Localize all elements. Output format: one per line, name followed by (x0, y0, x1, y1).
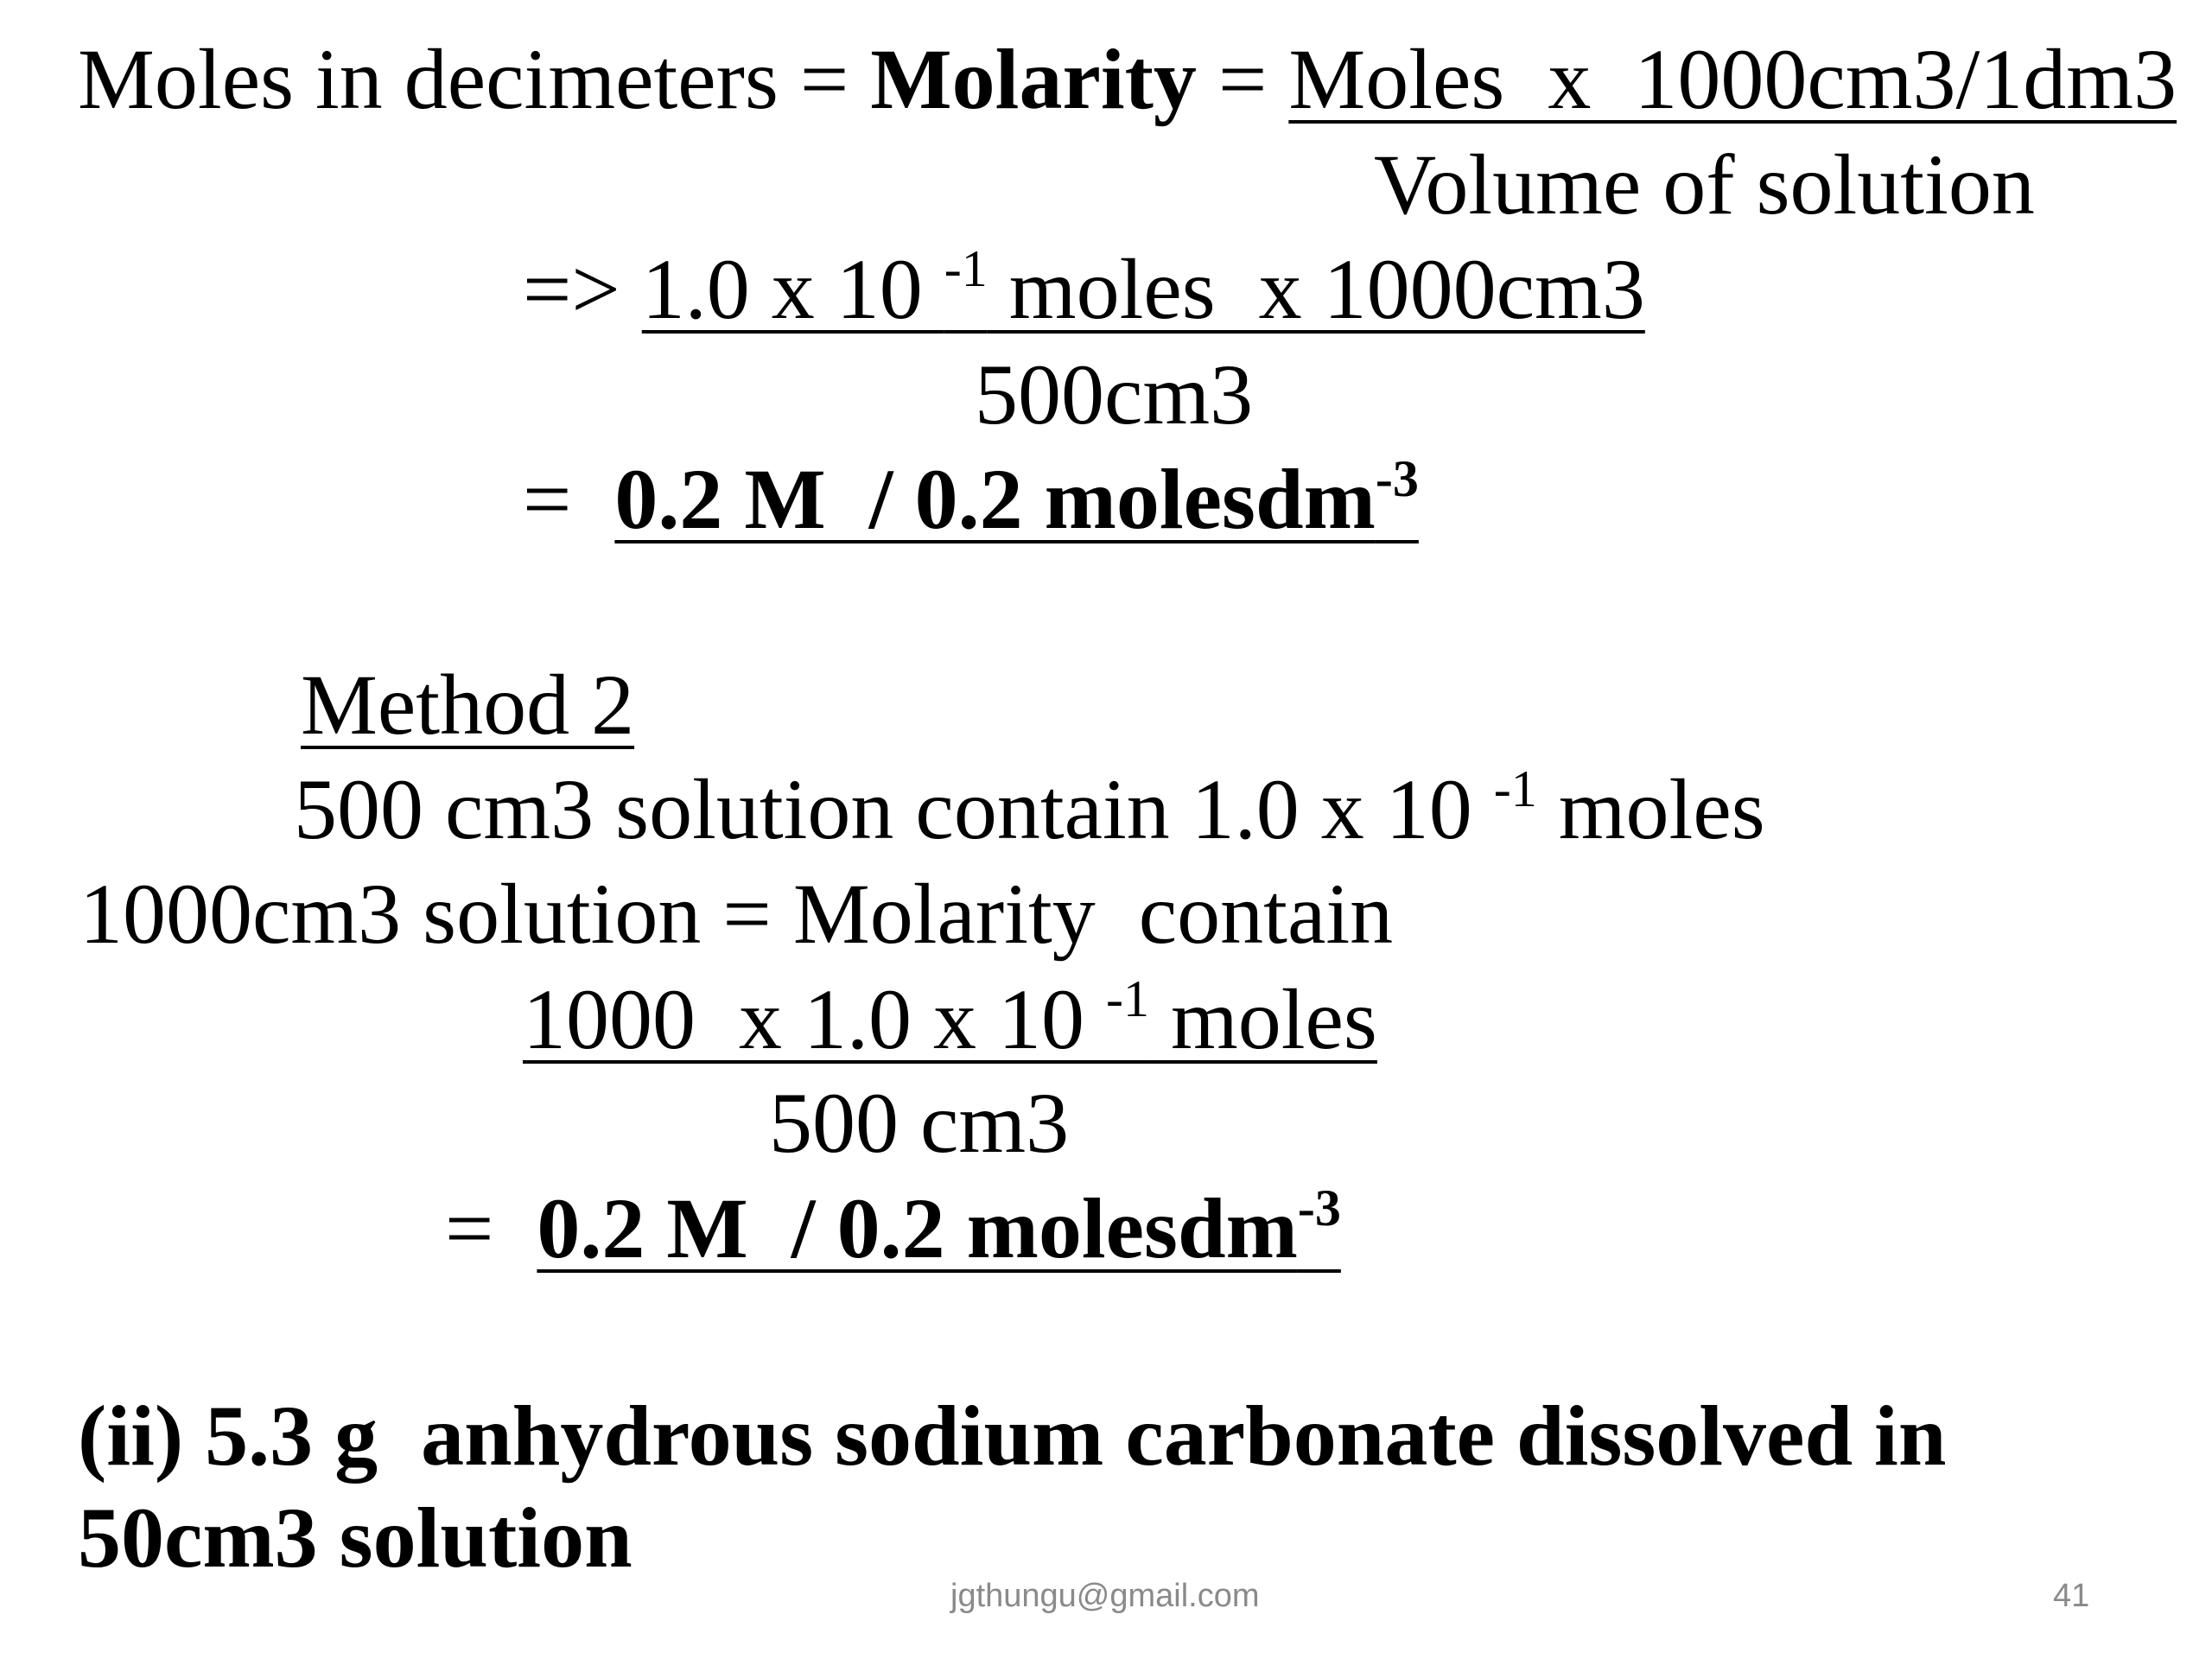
exponent: -1 (1493, 760, 1537, 817)
result-equals: = (523, 451, 615, 547)
molarity-formula-denominator: Volume of solution (1374, 137, 2035, 232)
substitution-denominator: 500cm3 (975, 346, 1254, 442)
method2-denominator: 500 cm3 (769, 1075, 1070, 1171)
method2-result (445, 1179, 1341, 1276)
exponent: -1 (1106, 969, 1149, 1027)
exponent: -3 (1297, 1179, 1341, 1236)
method1-result (523, 449, 1419, 547)
exponent: -3 (1375, 449, 1419, 507)
method2-statement-line: 500 cm3 solution contain 1.0 x 10 $^{-1}$ moles (294, 760, 1765, 857)
molarity-bold-term: Molarity (870, 31, 1197, 127)
exponent: -1 (944, 239, 988, 297)
molarity-equals: = (1196, 31, 1289, 127)
molarity-lhs: Moles in decimeters = (78, 31, 871, 127)
molarity-definition-line (78, 31, 2177, 127)
method2-result-value: 0.2 M / 0.2 molesdm$^{-3}$ (537, 1179, 1341, 1276)
slide-number: 41 (2053, 1578, 2090, 1614)
substitution-numerator-line (523, 239, 1645, 337)
method2-numerator: 1000 x 1.0 x 10 $^{-1}$ moles (523, 969, 1377, 1067)
method2-heading: Method 2 (301, 657, 635, 753)
part-ii-question-line2: 50cm3 solution (78, 1490, 632, 1586)
part-ii-question-line1: (ii) 5.3 g anhydrous sodium carbonate dissolved in (78, 1388, 1947, 1484)
result-equals: = (445, 1180, 537, 1276)
substitution-numerator: 1.0 x 10 $^{-1}$ moles x 1000cm3 (641, 239, 1645, 337)
method2-molarity-line: 1000cm3 solution = Molarity contain (79, 866, 1394, 962)
method1-result-value: 0.2 M / 0.2 molesdm$^{-3}$ (614, 449, 1419, 547)
footer-email: jgthungu@gmail.com (950, 1578, 1260, 1614)
molarity-formula-numerator: Moles x 1000cm3/1dm3 (1288, 31, 2177, 127)
substitution-arrow: => (523, 241, 642, 337)
